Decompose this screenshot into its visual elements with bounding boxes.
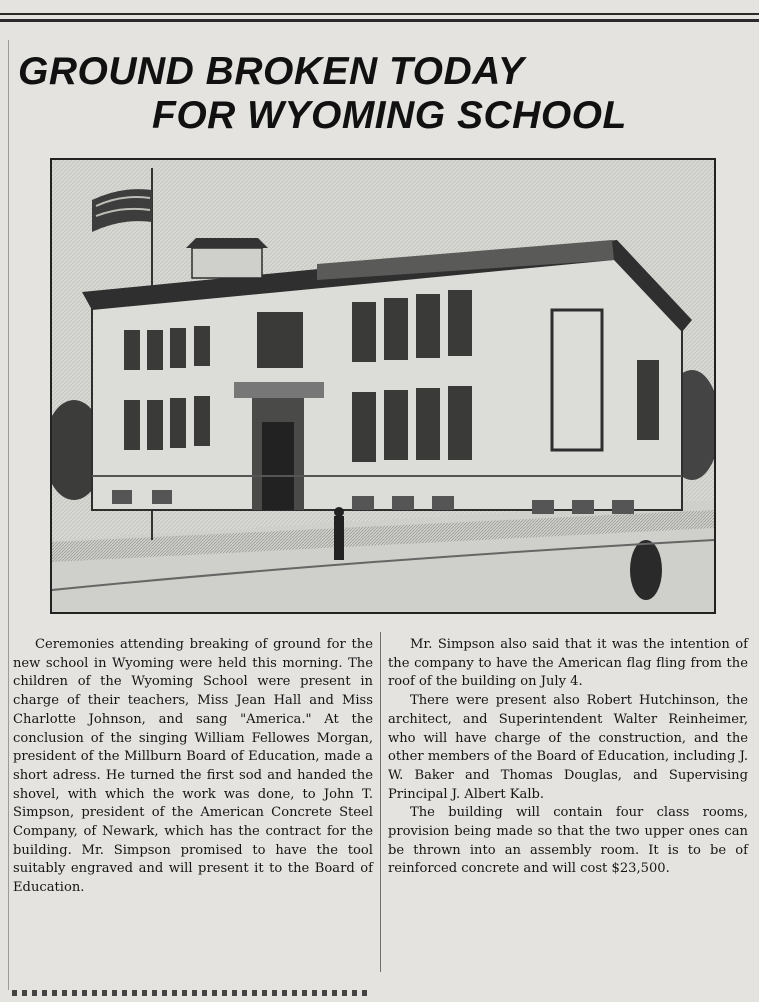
masthead-rule-thin (0, 13, 759, 15)
article-headline (18, 50, 753, 138)
article-paragraph: Ceremonies attending breaking of ground for the new school in Wyoming were held this morning. The children of the Wyoming School were present in charge of their teachers, Miss Jean Hall and Miss Charlotte Johnson, and sang "America." At the conclusion of the singing William Fellowes Morgan, president of the Millburn Board of Education, made a short adress. He turned the first sod and handed the shovel, with which the work was done, to John T. Simpson, president of the American Concrete Steel Company, of Newark, which has the contract for the building. Mr. Simpson promised to have the tool suitably engraved and will present it to the Board of Education. (13, 637, 373, 896)
article-paragraph: Mr. Simpson also said that it was the intention of the company to have the American flag fling from the roof of the building on July 4. (388, 637, 748, 690)
school-building-illustration (50, 158, 716, 614)
school-building-drawing (52, 160, 714, 612)
article-column-left (13, 636, 373, 898)
bottom-dotted-rule (12, 990, 372, 996)
article-column-right (388, 636, 748, 879)
article-paragraph: There were present also Robert Hutchinson, the architect, and Superintendent Walter Reinheimer, who will have charge of the construction, and the other members of the Board of Education, including J. W. Baker and Thomas Douglas, and Supervising Principal J. Albert Kalb. (388, 693, 748, 802)
headline-line-1: GROUND BROKEN TODAY (18, 50, 525, 93)
article-paragraph: The building will contain four class rooms, provision being made so that the two upper ones can be thrown into an assembly room. It is to be of reinforced concrete and will cost $23,500. (388, 805, 748, 877)
column-edge-rule (8, 40, 9, 990)
masthead-rule-thick (0, 19, 759, 22)
headline-line-2: FOR WYOMING SCHOOL (152, 94, 627, 137)
column-divider (380, 632, 381, 972)
